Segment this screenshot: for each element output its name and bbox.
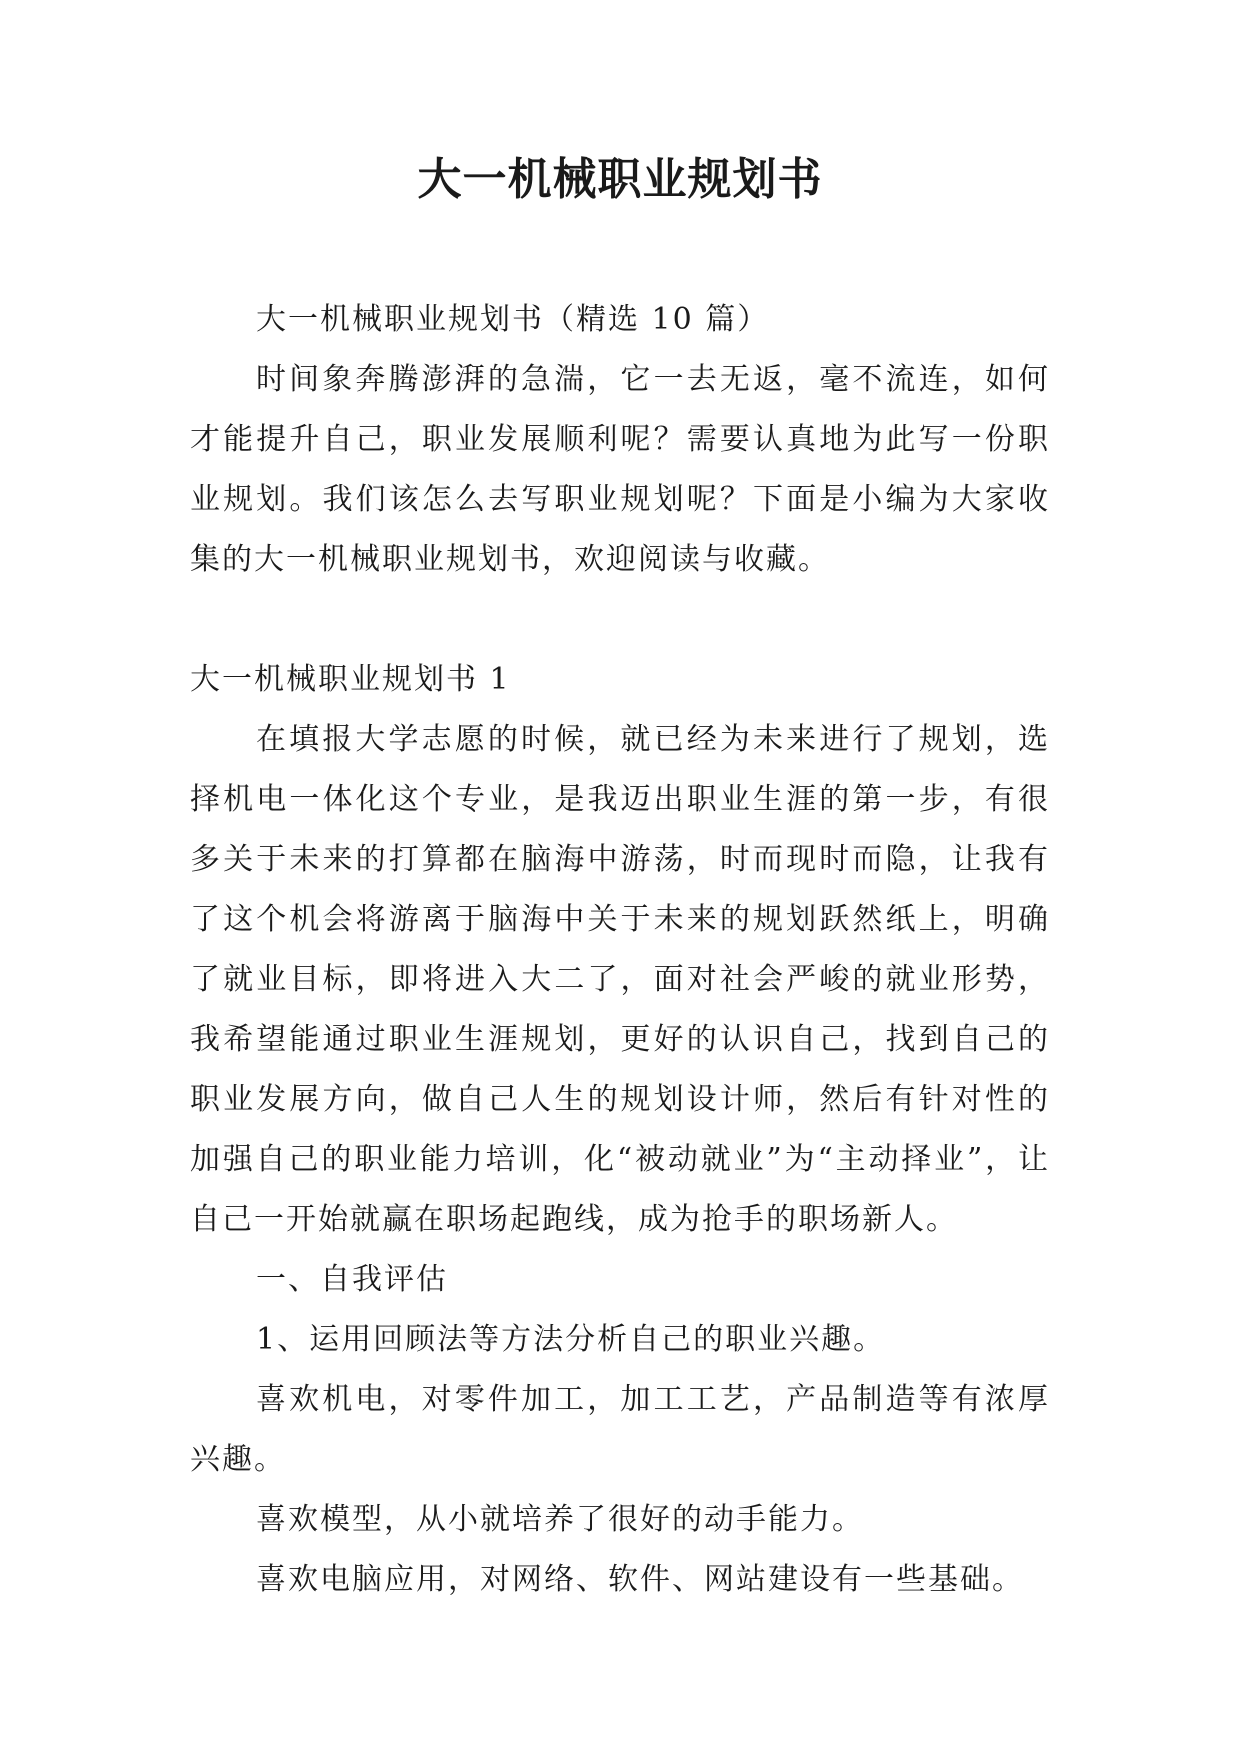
document-title: 大一机械职业规划书 bbox=[417, 154, 823, 205]
intro-paragraph: 时间象奔腾澎湃的急湍，它一去无返，毫不流连，如何才能提升自己，职业发展顺利呢？需要认真地为此写一份职业规划。我们该怎么去写职业规划呢？下面是小编为大家收集的大一机械职业规划书，欢迎阅读与收藏。 bbox=[190, 362, 1050, 577]
body-paragraph: 喜欢电脑应用，对网络、软件、网站建设有一些基础。 bbox=[256, 1562, 1024, 1597]
document-subtitle: 大一机械职业规划书（精选 10 篇） bbox=[256, 302, 770, 337]
body-paragraph: 在填报大学志愿的时候，就已经为未来进行了规划，选择机电一体化这个专业，是我迈出职业生涯的第一步，有很多关于未来的打算都在脑海中游荡，时而现时而隐，让我有了这个机会将游离于脑海中关于未来的规划跃然纸上，明确了就业目标，即将进入大二了，面对社会严峻的就业形势，我希望能通过职业生涯规划，更好的认识自己，找到自己的职业发展方向，做自己人生的规划设计师，然后有针对性的加强自己的职业能力培训，化“被动就业”为“主动择业”，让自己一开始就赢在职场起跑线，成为抢手的职场新人。 bbox=[190, 722, 1050, 1237]
list-item: 1、运用回顾法等方法分析自己的职业兴趣。 bbox=[256, 1322, 886, 1357]
body-paragraph: 喜欢模型，从小就培养了很好的动手能力。 bbox=[256, 1502, 864, 1537]
paragraph-spacer bbox=[190, 590, 1050, 650]
body-paragraph: 喜欢机电，对零件加工，加工工艺，产品制造等有浓厚兴趣。 bbox=[190, 1382, 1050, 1477]
subsection-heading: 一、自我评估 bbox=[256, 1262, 448, 1297]
section-heading: 大一机械职业规划书 1 bbox=[190, 662, 511, 697]
document-body bbox=[190, 290, 1050, 1610]
